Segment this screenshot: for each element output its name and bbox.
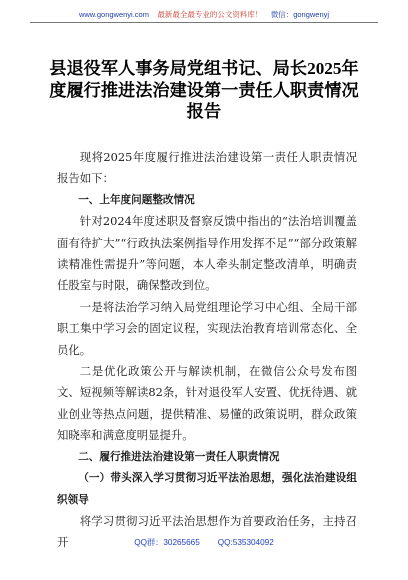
- section-heading: 二、履行推进法治建设第一责任人职责情况: [78, 450, 280, 463]
- header-divider: [30, 22, 378, 23]
- document-title: 县退役军人事务局党组书记、局长2025年度履行推进法治建设第一责任人职责情况报告: [49, 59, 359, 121]
- body-paragraph: 二是优化政策公开与解读机制，在微信公众号发布图文、短视频等解读82条，针对退役军人安置、优抚待遇、就业创业等热点问题，提供精准、易懂的政策说明，群众政策知晓率和满意度明显提升。: [57, 364, 357, 443]
- site-slogan: 最新最全最专业的公文资料库！: [157, 10, 263, 19]
- site-footer: [0, 537, 408, 549]
- section-heading: 一、上年度问题整改情况: [78, 193, 195, 206]
- section-heading: （一）带头深入学习贯彻习近平法治思想，强化法治建设组织领导: [57, 472, 357, 506]
- header-separator: [264, 10, 268, 19]
- body-paragraph: 一是将法治学习纳入局党组理论学习中心组、全局干部职工集中学习会的固定议程，实现法治教育培训常态化、全员化。: [57, 299, 357, 357]
- site-url[interactable]: www.gongwenyi.com: [78, 10, 149, 19]
- wechat-label: 微信：: [270, 10, 294, 19]
- body-paragraph: 将学习贯彻习近平法治思想作为首要政治任务，主持召开: [57, 513, 357, 550]
- site-header: [0, 9, 408, 21]
- footer-qq: QQ:535304092: [217, 538, 274, 547]
- document-body: [57, 147, 357, 554]
- body-paragraph: 针对2024年度述职及督察反馈中指出的“法治培训覆盖面有待扩大”“行政执法案例指导作用发挥不足”“部分政策解读精准性需提升”等问题，本人牵头制定整改清单，明确责任股室与时限，确保整改到位。: [57, 214, 357, 293]
- header-separator: [151, 10, 155, 19]
- body-paragraph: 现将2025年度履行推进法治建设第一责任人职责情况报告如下：: [57, 150, 357, 186]
- footer-qq-group: QQ群：30265665: [134, 538, 200, 547]
- wechat-id: gongwenyj: [293, 10, 330, 19]
